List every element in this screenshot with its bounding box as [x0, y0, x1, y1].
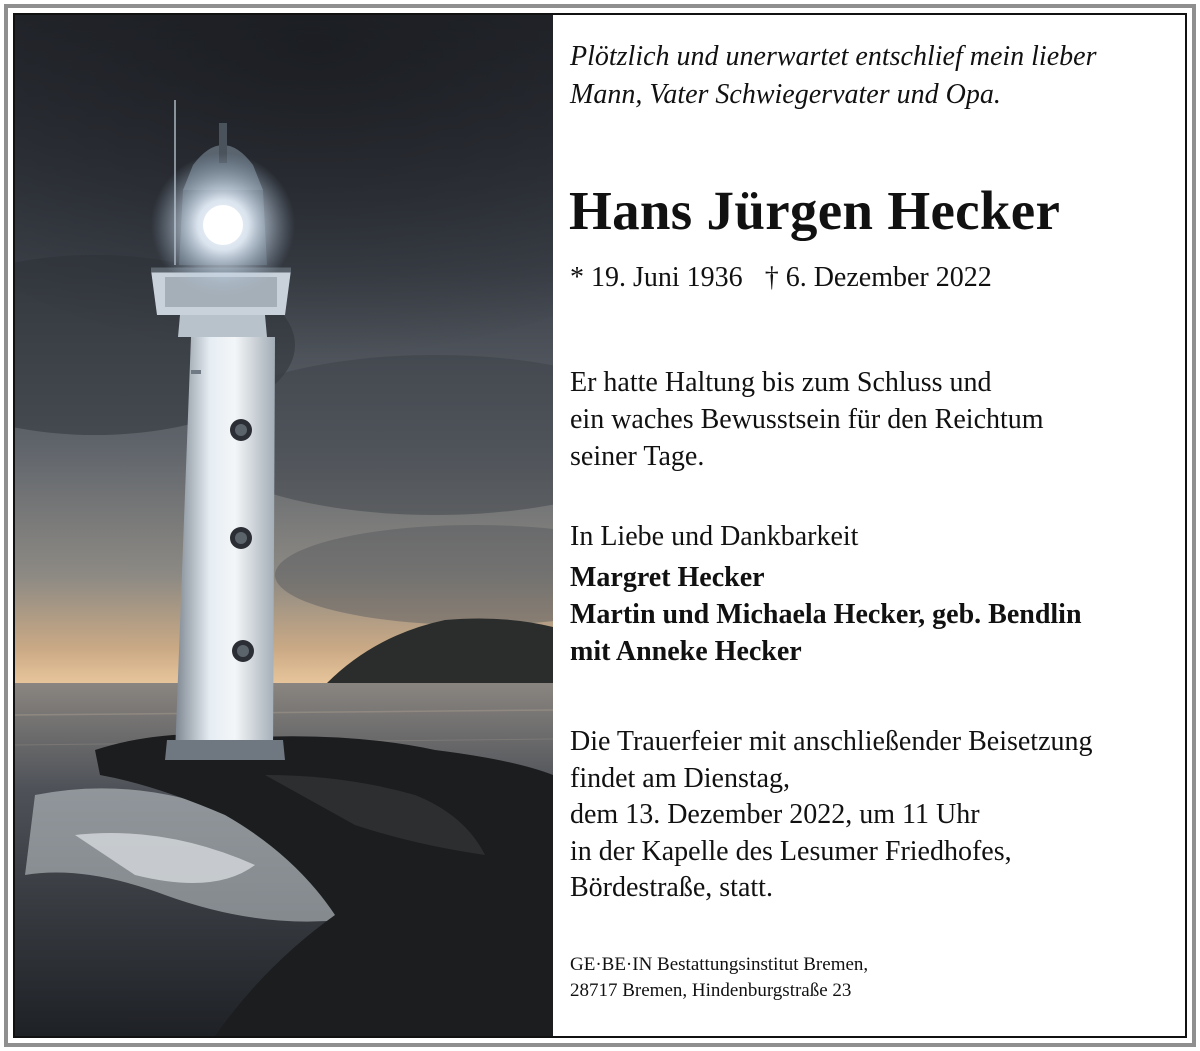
closing-line: In Liebe und Dankbarkeit — [570, 521, 859, 552]
mourner: Margret Hecker — [570, 562, 765, 593]
undertaker-line: 28717 Bremen, Hindenburgstraße 23 — [570, 980, 852, 1001]
memorial-quote — [570, 364, 1044, 475]
undertaker-info — [570, 952, 868, 1004]
intro-text — [570, 38, 1096, 114]
deceased-name: Hans Jürgen Hecker — [569, 180, 1061, 241]
service-line: in der Kapelle des Lesumer Friedhofes, — [570, 835, 1012, 867]
service-line: findet am Dienstag, — [570, 762, 791, 794]
mourner: Martin und Michaela Hecker, geb. Bendlin — [570, 599, 1082, 630]
birth-date: * 19. Juni 1936 — [570, 262, 743, 293]
service-line: dem 13. Dezember 2022, um 11 Uhr — [570, 799, 980, 830]
life-dates — [570, 260, 992, 296]
quote-line: Er hatte Haltung bis zum Schluss und — [570, 367, 992, 398]
service-line: Die Trauerfeier mit anschließender Beisetzung — [570, 726, 1093, 757]
intro-line: Plötzlich und unerwartet entschlief mein lieber — [570, 41, 1097, 72]
service-line: Bördestraße, statt. — [570, 872, 773, 903]
undertaker-line: GE·BE·IN Bestattungsinstitut Bremen, — [570, 954, 869, 975]
closing-phrase — [570, 518, 858, 555]
notice-text-column — [553, 15, 1185, 1036]
quote-line: seiner Tage. — [570, 441, 705, 472]
mourner: mit Anneke Hecker — [570, 636, 802, 667]
mourners-list — [570, 559, 1082, 670]
death-date: † 6. Dezember 2022 — [764, 262, 992, 293]
lighthouse-photo — [15, 15, 553, 1036]
quote-line: ein waches Bewusstsein für den Reichtum — [570, 404, 1044, 435]
funeral-service-info — [570, 724, 1093, 907]
intro-line: Mann, Vater Schwiegervater und Opa. — [570, 79, 1001, 110]
